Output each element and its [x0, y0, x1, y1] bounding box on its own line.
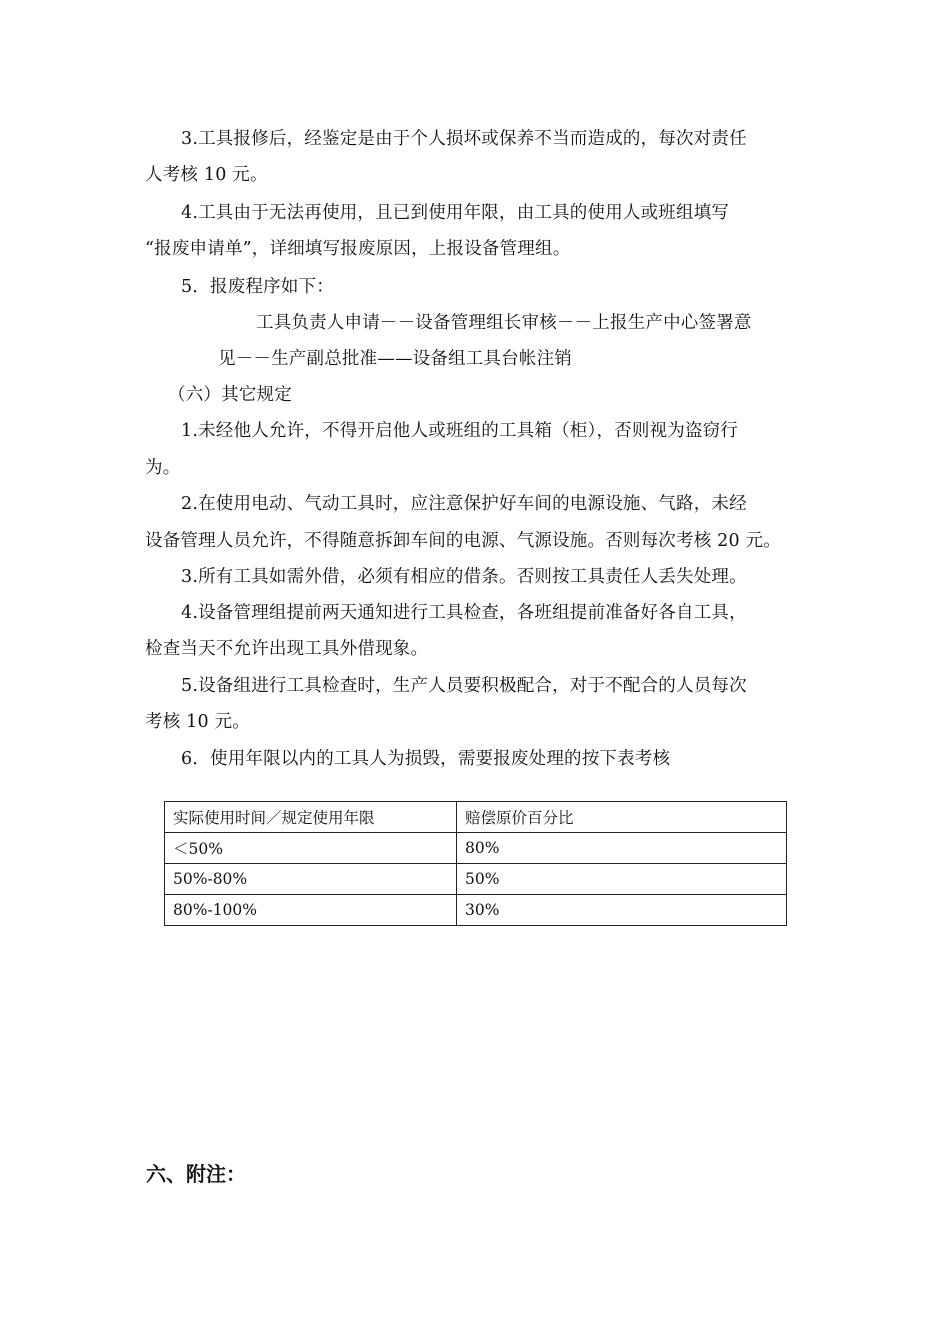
- compensation-table: [164, 801, 787, 926]
- paragraph-line: 4.工具由于无法再使用，且已到使用年限，由工具的使用人或班组填写: [181, 203, 730, 223]
- paragraph-line: 设备管理人员允许，不得随意拆卸车间的电源、气源设施。否则每次考核 20 元。: [145, 531, 781, 551]
- paragraph-line: 人考核 10 元。: [145, 165, 268, 185]
- paragraph-line: 工具负责人申请－－设备管理组长审核－－上报生产中心签署意: [256, 313, 752, 333]
- section-heading: 六、附注：: [146, 1162, 246, 1186]
- paragraph-line: 3.工具报修后，经鉴定是由于个人损坏或保养不当而造成的，每次对责任: [181, 129, 747, 149]
- paragraph-line: 5．报废程序如下：: [181, 277, 334, 297]
- paragraph-line: 6．使用年限以内的工具人为损毁，需要报废处理的按下表考核: [181, 749, 671, 769]
- paragraph-line: 4.设备管理组提前两天通知进行工具检查，各班组提前准备好各自工具，: [181, 603, 747, 623]
- paragraph-line: “报废申请单”，详细填写报废原因，上报设备管理组。: [145, 239, 571, 259]
- table-cell: 50%: [457, 864, 787, 895]
- table-header-cell: 赔偿原价百分比: [457, 802, 787, 833]
- paragraph-line: 见－－生产副总批准——设备组工具台帐注销: [218, 349, 572, 369]
- table-cell: ＜50%: [165, 833, 457, 864]
- paragraph-line: 2.在使用电动、气动工具时，应注意保护好车间的电源设施、气路，未经: [181, 494, 747, 514]
- table-header-row: [165, 802, 787, 833]
- paragraph-line: 5.设备组进行工具检查时，生产人员要积极配合，对于不配合的人员每次: [181, 676, 747, 696]
- paragraph-line: 1.未经他人允许，不得开启他人或班组的工具箱（柜），否则视为盗窃行: [181, 421, 739, 441]
- table-cell: 30%: [457, 895, 787, 926]
- paragraph-line: 检查当天不允许出现工具外借现象。: [145, 639, 429, 659]
- table-header-cell: 实际使用时间／规定使用年限: [165, 802, 457, 833]
- table-cell: 80%: [457, 833, 787, 864]
- table-cell: 80%-100%: [165, 895, 457, 926]
- table-row: [165, 864, 787, 895]
- paragraph-line: 考核 10 元。: [145, 712, 250, 732]
- paragraph-line: 3.所有工具如需外借，必须有相应的借条。否则按工具责任人丢失处理。: [181, 567, 747, 587]
- paragraph-line: 为。: [145, 458, 181, 478]
- table-row: [165, 895, 787, 926]
- table-cell: 50%-80%: [165, 864, 457, 895]
- table-row: [165, 833, 787, 864]
- subsection-title: （六）其它规定: [168, 385, 292, 405]
